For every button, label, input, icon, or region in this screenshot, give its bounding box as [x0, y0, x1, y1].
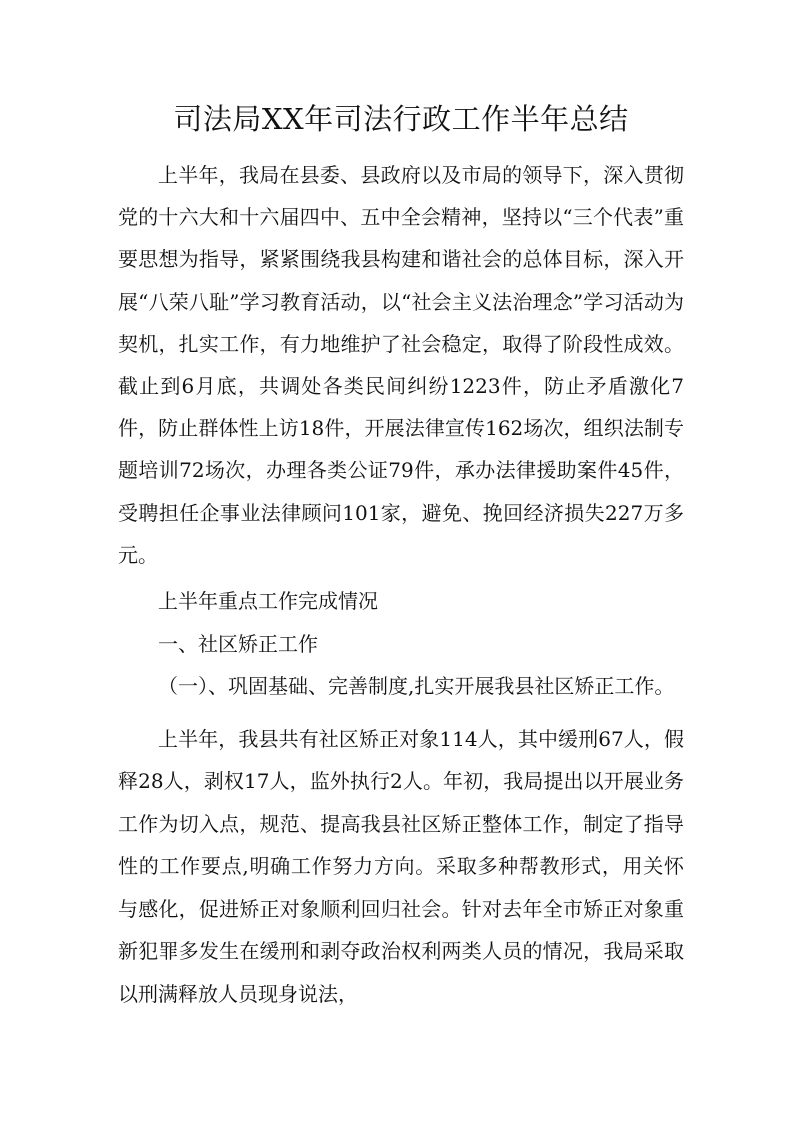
intro-paragraph: 上半年，我局在县委、县政府以及市局的领导下，深入贯彻党的十六大和十六届四中、五中全会精神，坚持以“三个代表”重要思想为指导，紧紧围绕我县构建和谐社会的总体目标，深入开展“八荣八耻”学习教育活动，以“社会主义法治理念”学习活动为契机，扎实工作，有力地维护了社会稳定，取得了阶段性成效。截止到6月底，共调处各类民间纠纷1223件，防止矛盾激化7件，防止群体性上访18件，开展法律宣传162场次，组织法制专题培训72场次，办理各类公证79件，承办法律援助案件45件，受聘担任企事业法律顾问101家，避免、挽回经济损失227万多元。: [118, 163, 684, 567]
subsection-heading-1: （一）、巩固基础、完善制度,扎实开展我县社区矫正工作。: [158, 674, 675, 699]
section-heading-1: 一、社区矫正工作: [158, 631, 318, 656]
section-title: 上半年重点工作完成情况: [158, 589, 378, 614]
body-paragraph: 上半年，我县共有社区矫正对象114人，其中缓刑67人，假释28人，剥权17人，监外执行2人。年初，我局提出以开展业务工作为切入点，规范、提高我县社区矫正整体工作，制定了指导性的工作要点,明确工作努力方向。采取多种帮教形式，用关怀与感化，促进矫正对象顺利回归社会。针对去年全市矫正对象重新犯罪多发生在缓刑和剥夺政治权利两类人员的情况，我局采取以刑满释放人员现身说法，: [118, 726, 684, 1006]
spacer: [118, 708, 684, 718]
document-title: 司法局XX年司法行政工作半年总结: [173, 102, 629, 136]
document-page: [118, 96, 684, 1015]
